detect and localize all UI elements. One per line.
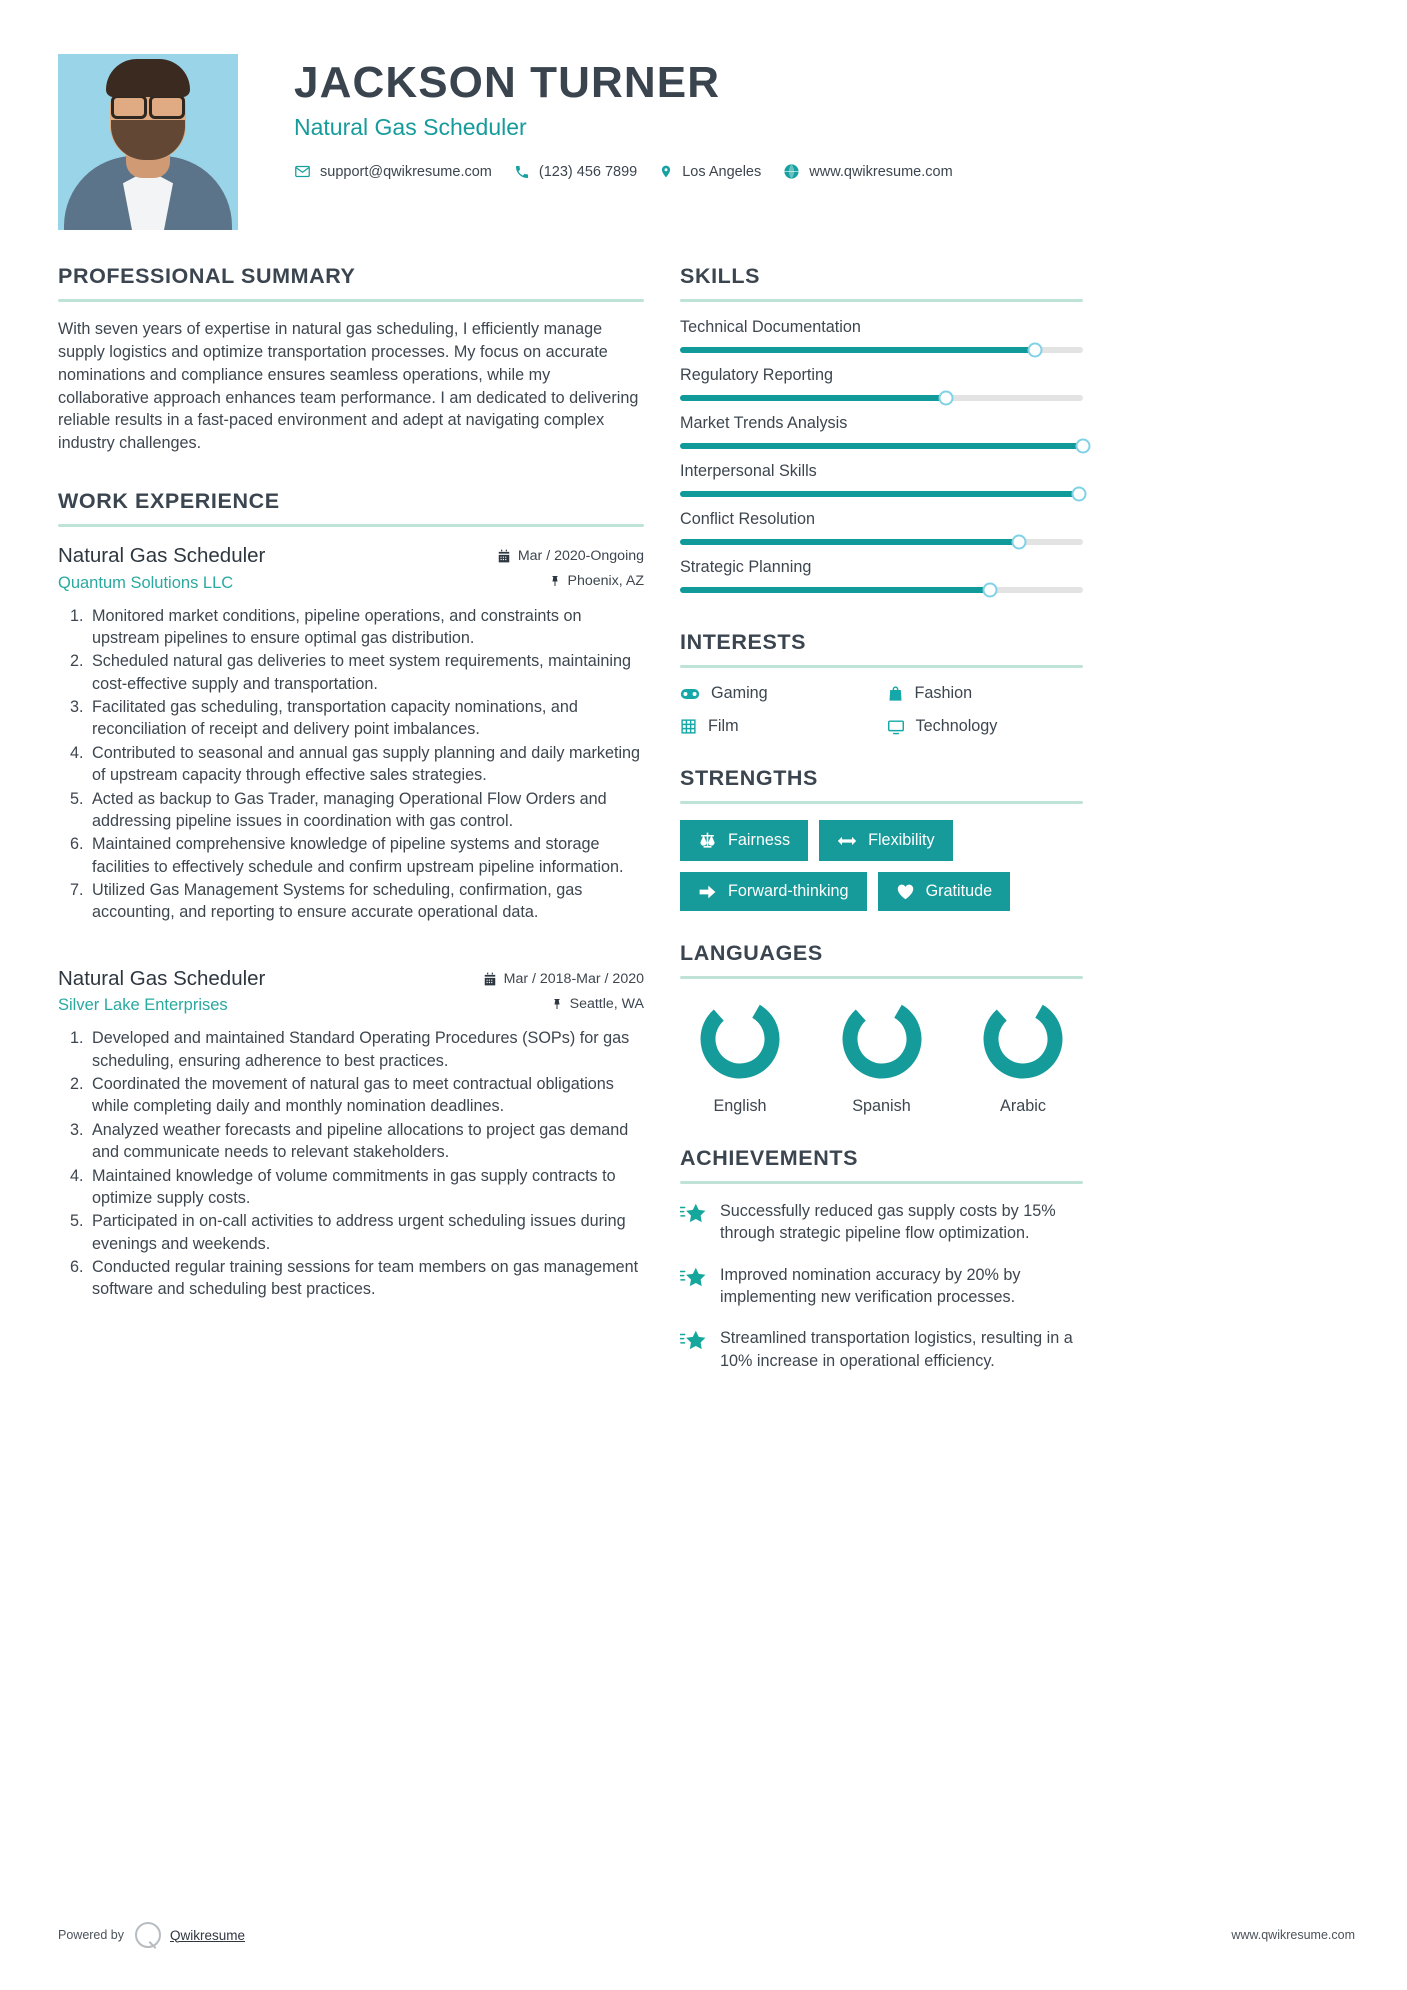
section-languages [680, 941, 1083, 1116]
work-item [58, 543, 644, 924]
bag-icon [887, 685, 904, 702]
strength-badge [819, 820, 953, 861]
scales-icon [698, 831, 717, 850]
language-ring [696, 995, 784, 1083]
section-divider [680, 976, 1083, 979]
interest-label: Gaming [711, 684, 768, 702]
strength-label: Fairness [728, 831, 791, 850]
section-strengths [680, 766, 1083, 911]
skill-knob[interactable] [1027, 343, 1042, 358]
interest-label: Technology [915, 717, 998, 735]
star-icon [680, 1264, 720, 1309]
skill-item [680, 462, 1083, 497]
contact-website[interactable] [783, 163, 952, 180]
work-location [497, 573, 644, 589]
section-work-experience [58, 489, 644, 1301]
footer-website[interactable]: www.qwikresume.com [1231, 1928, 1355, 1942]
language-ring [979, 995, 1067, 1083]
right-column [680, 264, 1083, 1391]
interest-item [887, 684, 1084, 703]
contact-website-value: www.qwikresume.com [809, 163, 953, 180]
list-item: 1. Developed and maintained Standard Operating Procedures (SOPs) for gas scheduling, ensuring adherence to best practices. [88, 1027, 644, 1072]
language-label: English [713, 1097, 767, 1115]
skill-slider[interactable] [680, 395, 1083, 401]
list-item: 5. Participated in on-call activities to address urgent scheduling issues during evenings and weekends. [88, 1210, 644, 1255]
strength-badge [680, 872, 867, 911]
work-company: Quantum Solutions LLC [58, 573, 234, 592]
contact-phone-value: (123) 456 7899 [538, 163, 638, 180]
achievements-heading: ACHIEVEMENTS [680, 1146, 859, 1170]
strengths-heading: STRENGTHS [680, 766, 818, 790]
page-title: JACKSON TURNER [294, 58, 721, 107]
list-item: 7. Utilized Gas Management Systems for scheduling, confirmation, gas accounting, and reporting to ensure accurate operational data. [88, 879, 644, 924]
summary-text: With seven years of expertise in natural gas scheduling, I efficiently manage supply logistics and optimize transportation processes. My focus on accurate nominations and compliance ensures seamless operations, while my collaborative approach enhances team performance. I am dedicated to delivering reliable results in a fast-paced environment and adept at navigating complex industry challenges. [58, 320, 639, 453]
skill-slider[interactable] [680, 443, 1083, 449]
strength-badge [680, 820, 808, 861]
email-icon [294, 163, 311, 180]
section-achievements [680, 1146, 1083, 1372]
work-role: Natural Gas Scheduler [58, 966, 266, 990]
achievement-text: Successfully reduced gas supply costs by 15% through strategic pipeline flow optimization. [720, 1202, 1056, 1243]
achievement-text: Streamlined transportation logistics, resulting in a 10% increase in operational efficiency. [720, 1329, 1073, 1370]
skill-label: Technical Documentation [680, 318, 861, 336]
list-item: 3. Analyzed weather forecasts and pipeline allocations to project gas demand and communicate needs to relevant stakeholders. [88, 1119, 644, 1164]
phone-icon [514, 164, 530, 180]
powered-by-label: Powered by [58, 1928, 125, 1942]
work-heading: WORK EXPERIENCE [58, 489, 280, 514]
language-label: Arabic [1000, 1097, 1046, 1115]
interest-label: Fashion [914, 684, 973, 702]
section-divider [680, 801, 1083, 804]
work-location-value: Phoenix, AZ [567, 573, 644, 590]
strength-label: Gratitude [925, 882, 993, 901]
qwikresume-brand-link[interactable]: Qwikresume [170, 1927, 246, 1943]
arrow-right-icon [698, 884, 717, 900]
summary-heading: PROFESSIONAL SUMMARY [58, 264, 356, 288]
contact-location[interactable] [659, 163, 761, 180]
work-item [58, 966, 644, 1301]
calendar-icon [483, 972, 497, 986]
left-column [58, 264, 644, 1391]
section-interests [680, 630, 1083, 736]
language-item [822, 995, 942, 1116]
section-professional-summary [58, 264, 644, 455]
skill-label: Interpersonal Skills [680, 462, 817, 480]
globe-icon [783, 163, 800, 180]
contact-email-value: support@qwikresume.com [320, 163, 492, 180]
skill-slider[interactable] [680, 539, 1083, 545]
qwikresume-logo-icon [135, 1922, 161, 1948]
skill-label: Market Trends Analysis [680, 414, 848, 432]
strength-label: Forward-thinking [728, 882, 849, 901]
resume-columns [0, 230, 1407, 1391]
resume-header [0, 0, 1407, 230]
skill-slider[interactable] [680, 587, 1083, 593]
language-ring [838, 995, 926, 1083]
header-text-block [238, 54, 1355, 180]
skill-item [680, 318, 1083, 353]
skill-knob[interactable] [1076, 439, 1091, 454]
list-item: 4. Contributed to seasonal and annual gas supply planning and daily marketing of upstream capacity through effective sales strategies. [88, 742, 644, 787]
skill-item [680, 414, 1083, 449]
work-dates-value: Mar / 2020-Ongoing [517, 548, 644, 565]
list-item: 4. Maintained knowledge of volume commitments in gas supply contracts to optimize supply costs. [88, 1165, 644, 1210]
calendar-icon [497, 549, 511, 563]
achievement-text: Improved nomination accuracy by 20% by implementing new verification processes. [720, 1265, 1021, 1307]
list-item: 2. Scheduled natural gas deliveries to meet system requirements, maintaining cost-effective supply and transportation. [88, 650, 644, 695]
strength-badge [878, 872, 1011, 911]
list-item: 6. Maintained comprehensive knowledge of pipeline systems and storage facilities to effectively schedule and confirm upstream pipeline information. [88, 833, 644, 878]
section-divider [58, 299, 644, 302]
star-icon [680, 1200, 720, 1245]
work-location-value: Seattle, WA [569, 995, 644, 1012]
skill-item [680, 558, 1083, 593]
section-divider [680, 1181, 1083, 1184]
contact-location-value: Los Angeles [682, 163, 762, 180]
language-item [963, 995, 1083, 1116]
skills-heading: SKILLS [680, 264, 761, 288]
list-item: 1. Monitored market conditions, pipeline operations, and constraints on upstream pipelines to ensure optimal gas distribution. [88, 605, 644, 650]
skill-slider[interactable] [680, 491, 1083, 497]
contact-email[interactable] [294, 163, 492, 180]
arrows-icon [837, 834, 857, 848]
work-dates [497, 548, 644, 564]
heart-icon [896, 883, 915, 900]
skill-label: Regulatory Reporting [680, 366, 833, 384]
pin-icon [551, 997, 563, 1011]
work-bullets [58, 605, 644, 924]
page-footer [58, 1922, 1355, 1948]
skill-slider[interactable] [680, 347, 1083, 353]
interest-label: Film [708, 717, 739, 735]
pin-icon [549, 574, 561, 588]
skill-knob[interactable] [983, 583, 998, 598]
list-item: 6. Conducted regular training sessions for team members on gas management software and scheduling best practices. [88, 1256, 644, 1301]
monitor-icon [887, 719, 905, 735]
location-icon [659, 163, 673, 180]
work-dates-value: Mar / 2018-Mar / 2020 [503, 970, 644, 987]
interest-item [680, 684, 877, 703]
job-title: Natural Gas Scheduler [294, 114, 527, 141]
section-divider [680, 665, 1083, 668]
interest-item [887, 717, 1084, 736]
skill-label: Strategic Planning [680, 558, 812, 576]
achievement-item [680, 1264, 1083, 1309]
work-location [483, 996, 644, 1012]
star-icon [680, 1327, 720, 1372]
skill-knob[interactable] [938, 391, 953, 406]
interest-item [680, 717, 877, 736]
skill-label: Conflict Resolution [680, 510, 815, 528]
interests-heading: INTERESTS [680, 630, 807, 654]
list-item: 5. Acted as backup to Gas Trader, managing Operational Flow Orders and addressing pipeline issues in coordination with gas control. [88, 788, 644, 833]
contact-row [294, 163, 1355, 180]
list-item: 2. Coordinated the movement of natural gas to meet contractual obligations while completing daily and monthly nomination deadlines. [88, 1073, 644, 1118]
profile-photo [58, 54, 238, 230]
work-role: Natural Gas Scheduler [58, 544, 266, 568]
skill-knob[interactable] [1071, 487, 1086, 502]
work-dates [483, 971, 644, 987]
skill-knob[interactable] [1011, 535, 1026, 550]
achievement-item [680, 1327, 1083, 1372]
skill-item [680, 366, 1083, 401]
list-item: 3. Facilitated gas scheduling, transportation capacity nominations, and reconciliation of receipt and delivery point imbalances. [88, 696, 644, 741]
strength-label: Flexibility [868, 831, 935, 850]
section-divider [680, 299, 1083, 302]
section-divider [58, 524, 644, 527]
achievement-item [680, 1200, 1083, 1245]
section-skills [680, 264, 1083, 593]
contact-phone[interactable] [514, 164, 637, 180]
work-company: Silver Lake Enterprises [58, 996, 228, 1015]
work-bullets [58, 1027, 644, 1300]
language-item [680, 995, 800, 1116]
language-label: Spanish [852, 1097, 911, 1115]
film-icon [680, 718, 697, 735]
gamepad-icon [680, 686, 700, 702]
skill-item [680, 510, 1083, 545]
languages-heading: LANGUAGES [680, 941, 823, 965]
